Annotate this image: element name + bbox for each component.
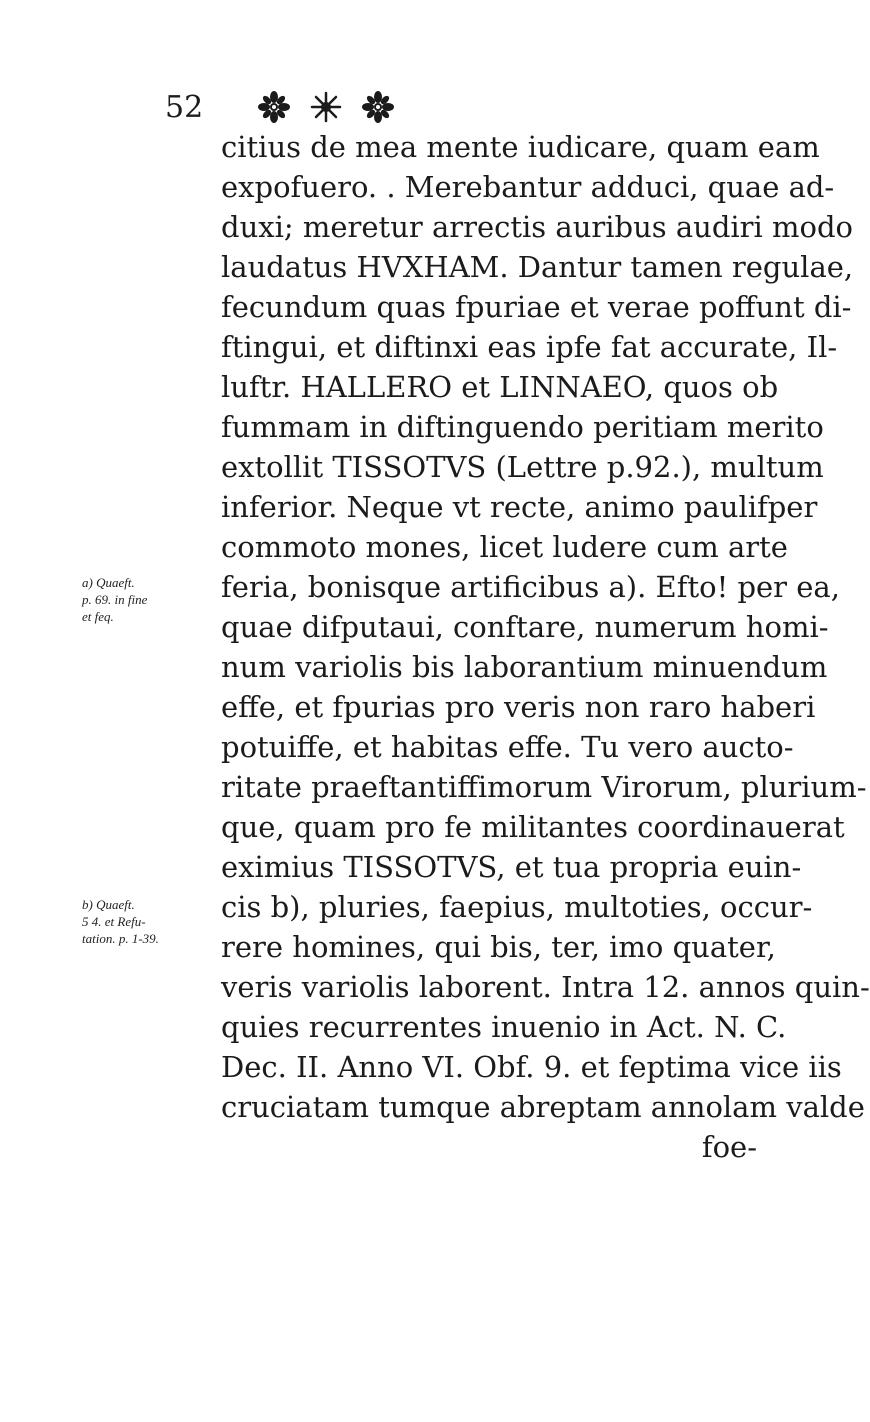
flower-ornament-icon — [361, 90, 395, 124]
flower-ornament-icon — [257, 90, 291, 124]
marginal-note-b — [82, 896, 222, 947]
header-ornaments — [257, 90, 395, 124]
marginal-note-line: et feq. — [82, 609, 114, 624]
text-line: cis b), pluries, faepius, multoties, occur- — [221, 890, 813, 924]
text-line: quies recurrentes inuenio in Act. N. C. — [221, 1010, 787, 1044]
text-line: ftingui, et diftinxi eas ipfe fat accurate, Il- — [221, 330, 838, 364]
page-number: 52 — [165, 90, 204, 125]
text-line: ritate praeftantiffimorum Virorum, plurium- — [221, 770, 867, 804]
marginal-note-a — [82, 574, 222, 625]
text-line: duxi; meretur arrectis auribus audiri modo — [221, 210, 853, 244]
text-line: eximius TISSOTVS, et tua propria euin- — [221, 850, 802, 884]
text-line: expofuero. . Merebantur adduci, quae ad- — [221, 170, 835, 204]
text-line: effe, et fpurias pro veris non raro haberi — [221, 690, 816, 724]
page-header — [165, 88, 615, 128]
catchword: foe- — [701, 1130, 757, 1164]
text-line: que, quam pro fe militantes coordinauerat — [221, 810, 845, 844]
text-line: extollit TISSOTVS (Lettre p.92.), multum — [221, 450, 824, 484]
text-line: citius de mea mente iudicare, quam eam — [221, 130, 820, 164]
text-line: quae difputaui, conftare, numerum homi- — [221, 610, 829, 644]
marginal-note-line: a) Quaeft. — [82, 575, 135, 590]
text-line: potuiffe, et habitas effe. Tu vero aucto- — [221, 730, 794, 764]
star-ornament-icon — [309, 90, 343, 124]
text-line: num variolis bis laborantium minuendum — [221, 650, 828, 684]
text-line: inferior. Neque vt recte, animo paulifper — [221, 490, 818, 524]
marginal-note-line: 5 4. et Refu- — [82, 914, 146, 929]
text-line: commoto mones, licet ludere cum arte — [221, 530, 788, 564]
marginal-note-line: b) Quaeft. — [82, 897, 135, 912]
text-line: luftr. HALLERO et LINNAEO, quos ob — [221, 370, 779, 404]
text-line: feria, bonisque artificibus a). Efto! per ea, — [221, 570, 840, 604]
marginal-note-line: p. 69. in fine — [82, 592, 148, 607]
marginal-note-line: tation. p. 1-39. — [82, 931, 159, 946]
text-line: veris variolis laborent. Intra 12. annos quin- — [221, 970, 870, 1004]
text-line: fecundum quas fpuriae et verae poffunt di- — [221, 290, 852, 324]
text-line: fummam in diftinguendo peritiam merito — [221, 410, 824, 444]
text-line: Dec. II. Anno VI. Obf. 9. et feptima vice iis — [221, 1050, 842, 1084]
text-line: rere homines, qui bis, ter, imo quater, — [221, 930, 776, 964]
text-line: cruciatam tumque abreptam annolam valde — [221, 1090, 865, 1124]
text-line: laudatus HVXHAM. Dantur tamen regulae, — [221, 250, 854, 284]
